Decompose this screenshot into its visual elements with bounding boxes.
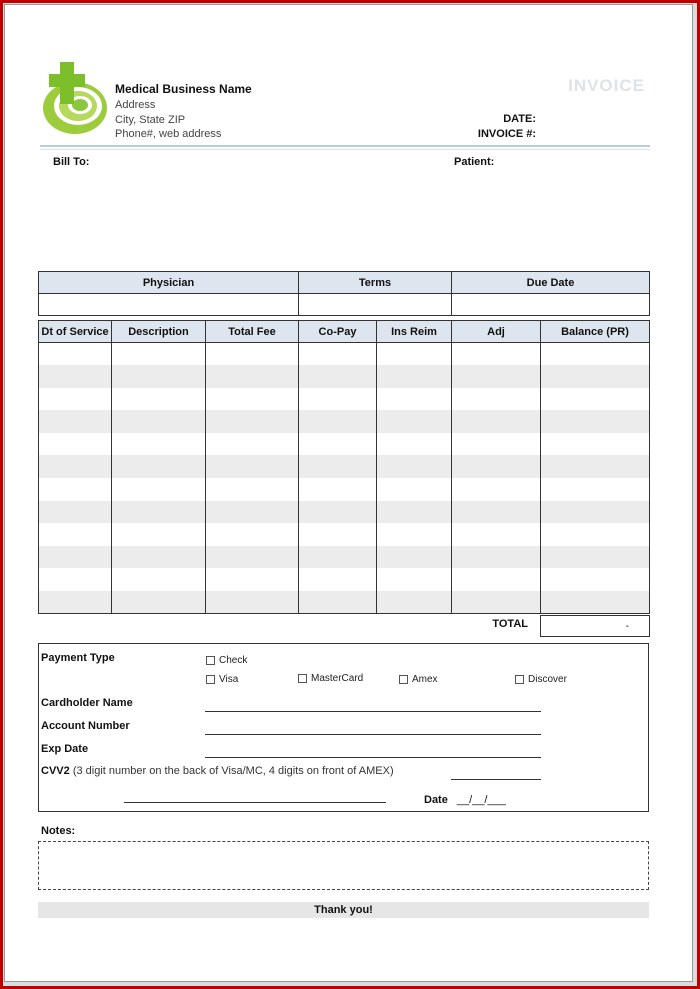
table-cell[interactable] — [206, 365, 299, 388]
business-address: Address — [115, 99, 156, 111]
visa-option[interactable] — [206, 674, 238, 685]
table-cell[interactable] — [541, 501, 650, 524]
table-cell[interactable] — [299, 388, 377, 411]
table-cell[interactable] — [299, 455, 377, 478]
table-cell[interactable] — [299, 365, 377, 388]
table-cell[interactable] — [299, 591, 377, 614]
table-cell[interactable] — [377, 501, 452, 524]
table-cell[interactable] — [452, 501, 541, 524]
table-cell[interactable] — [299, 343, 377, 366]
checkbox-icon[interactable] — [206, 656, 215, 665]
date-row — [424, 794, 506, 806]
column-header: Co-Pay — [299, 321, 377, 343]
table-cell[interactable] — [206, 591, 299, 614]
mastercard-label: MasterCard — [311, 673, 364, 684]
table-cell[interactable] — [452, 591, 541, 614]
payment-date-field[interactable]: __/__/___ — [456, 794, 506, 806]
invoice-title: INVOICE — [568, 76, 645, 95]
checkbox-icon[interactable] — [515, 675, 524, 684]
due-date-cell[interactable] — [452, 294, 650, 316]
table-row — [39, 343, 650, 366]
table-cell[interactable] — [206, 433, 299, 456]
discover-option[interactable] — [515, 674, 567, 685]
table-cell[interactable] — [541, 568, 650, 591]
table-cell[interactable] — [112, 591, 206, 614]
cvv-note: (3 digit number on the back of Visa/MC, 4 digits on front of AMEX) — [72, 765, 394, 777]
table-row — [39, 591, 650, 614]
header-divider-secondary — [40, 149, 650, 150]
table-cell[interactable] — [39, 410, 112, 433]
table-cell[interactable] — [452, 388, 541, 411]
table-cell[interactable] — [452, 410, 541, 433]
column-header: Balance (PR) — [541, 321, 650, 343]
table-row — [39, 433, 650, 456]
total-value: - — [540, 615, 650, 637]
table-cell[interactable] — [377, 478, 452, 501]
table-cell[interactable] — [452, 343, 541, 366]
table-cell[interactable] — [39, 343, 112, 366]
table-cell[interactable] — [541, 343, 650, 366]
check-label: Check — [219, 655, 248, 666]
table-cell[interactable] — [452, 365, 541, 388]
notes-label: Notes: — [41, 825, 76, 837]
date-label: DATE: — [503, 113, 536, 125]
table-cell[interactable] — [112, 455, 206, 478]
table-cell[interactable] — [541, 410, 650, 433]
terms-header: Terms — [299, 272, 452, 294]
table-cell[interactable] — [112, 568, 206, 591]
table-row — [39, 388, 650, 411]
table-cell[interactable] — [452, 433, 541, 456]
table-cell[interactable] — [541, 433, 650, 456]
discover-label: Discover — [528, 674, 567, 685]
table-cell[interactable] — [452, 568, 541, 591]
cardholder-name-field[interactable] — [205, 711, 541, 712]
physician-header: Physician — [39, 272, 299, 294]
checkbox-icon[interactable] — [206, 675, 215, 684]
cvv-label: CVV2 — [41, 765, 70, 777]
table-cell[interactable] — [39, 591, 112, 614]
column-header: Total Fee — [206, 321, 299, 343]
table-cell[interactable] — [299, 568, 377, 591]
checkbox-icon[interactable] — [298, 674, 307, 683]
table-cell[interactable] — [39, 388, 112, 411]
table-cell[interactable] — [452, 478, 541, 501]
amex-label: Amex — [412, 674, 438, 685]
table-row — [39, 546, 650, 569]
table-cell[interactable] — [206, 343, 299, 366]
cardholder-name-label: Cardholder Name — [41, 697, 133, 709]
physician-cell[interactable] — [39, 294, 299, 316]
table-cell[interactable] — [206, 546, 299, 569]
cvv-row — [41, 765, 394, 777]
table-cell[interactable] — [299, 433, 377, 456]
table-cell[interactable] — [377, 365, 452, 388]
table-cell[interactable] — [377, 455, 452, 478]
table-cell[interactable] — [299, 546, 377, 569]
table-cell[interactable] — [112, 478, 206, 501]
table-cell[interactable] — [206, 523, 299, 546]
table-cell[interactable] — [377, 591, 452, 614]
table-cell[interactable] — [377, 410, 452, 433]
table-cell[interactable] — [112, 501, 206, 524]
table-cell[interactable] — [206, 568, 299, 591]
payment-type-label: Payment Type — [41, 652, 115, 664]
table-cell[interactable] — [39, 568, 112, 591]
table-row — [39, 478, 650, 501]
column-header: Ins Reim — [377, 321, 452, 343]
table-cell[interactable] — [112, 388, 206, 411]
table-cell[interactable] — [541, 388, 650, 411]
table-row — [39, 523, 650, 546]
table-cell[interactable] — [39, 501, 112, 524]
table-cell[interactable] — [39, 433, 112, 456]
table-cell[interactable] — [452, 523, 541, 546]
table-cell[interactable] — [206, 478, 299, 501]
account-number-field[interactable] — [205, 734, 541, 735]
table-cell[interactable] — [541, 365, 650, 388]
thank-you-banner: Thank you! — [38, 902, 649, 918]
checkbox-icon[interactable] — [399, 675, 408, 684]
table-cell[interactable] — [112, 365, 206, 388]
table-cell[interactable] — [299, 501, 377, 524]
table-cell[interactable] — [541, 591, 650, 614]
table-row — [39, 455, 650, 478]
table-cell[interactable] — [377, 546, 452, 569]
table-row — [39, 568, 650, 591]
exp-date-field[interactable] — [205, 757, 541, 758]
table-cell[interactable] — [39, 478, 112, 501]
table-cell[interactable] — [112, 546, 206, 569]
table-cell[interactable] — [452, 455, 541, 478]
exp-date-label: Exp Date — [41, 743, 89, 755]
table-cell[interactable] — [206, 388, 299, 411]
signature-field[interactable] — [124, 802, 386, 803]
business-city-state-zip: City, State ZIP — [115, 114, 186, 126]
account-number-label: Account Number — [41, 720, 130, 732]
table-cell[interactable] — [39, 546, 112, 569]
table-cell[interactable] — [206, 501, 299, 524]
header-divider — [40, 145, 650, 147]
business-phone-web: Phone#, web address — [115, 128, 222, 140]
table-cell[interactable] — [541, 523, 650, 546]
table-cell[interactable] — [377, 343, 452, 366]
column-header: Description — [112, 321, 206, 343]
total-label: TOTAL — [492, 618, 528, 630]
table-cell[interactable] — [112, 410, 206, 433]
table-cell[interactable] — [112, 523, 206, 546]
table-row — [39, 501, 650, 524]
service-table — [38, 320, 650, 614]
table-cell[interactable] — [541, 455, 650, 478]
table-cell[interactable] — [377, 433, 452, 456]
payment-date-label: Date — [424, 794, 448, 806]
table-cell[interactable] — [112, 433, 206, 456]
terms-cell[interactable] — [299, 294, 452, 316]
column-header: Dt of Service — [39, 321, 112, 343]
business-name: Medical Business Name — [115, 82, 252, 96]
column-header: Adj — [452, 321, 541, 343]
patient-label: Patient: — [454, 156, 495, 168]
due-date-header: Due Date — [452, 272, 650, 294]
cvv-field[interactable] — [451, 779, 541, 780]
table-cell[interactable] — [299, 523, 377, 546]
table-cell[interactable] — [541, 478, 650, 501]
visa-label: Visa — [219, 674, 239, 685]
table-row — [39, 410, 650, 433]
table-row — [39, 365, 650, 388]
table-cell[interactable] — [299, 478, 377, 501]
medical-cross-logo-icon — [40, 58, 110, 138]
table-cell[interactable] — [299, 410, 377, 433]
bill-to-label: Bill To: — [53, 156, 90, 168]
invoice-number-label: INVOICE #: — [477, 128, 536, 140]
table-cell[interactable] — [206, 410, 299, 433]
amex-option[interactable] — [399, 674, 438, 685]
check-option[interactable] — [206, 655, 247, 666]
table-cell[interactable] — [541, 546, 650, 569]
mastercard-option[interactable] — [298, 673, 363, 684]
table-cell[interactable] — [39, 365, 112, 388]
table-cell[interactable] — [39, 455, 112, 478]
table-cell[interactable] — [377, 523, 452, 546]
table-cell[interactable] — [206, 455, 299, 478]
table-cell[interactable] — [452, 546, 541, 569]
table-cell[interactable] — [377, 568, 452, 591]
notes-field[interactable] — [38, 841, 649, 890]
table-cell[interactable] — [377, 388, 452, 411]
physician-terms-table — [38, 271, 650, 316]
table-cell[interactable] — [112, 343, 206, 366]
table-cell[interactable] — [39, 523, 112, 546]
